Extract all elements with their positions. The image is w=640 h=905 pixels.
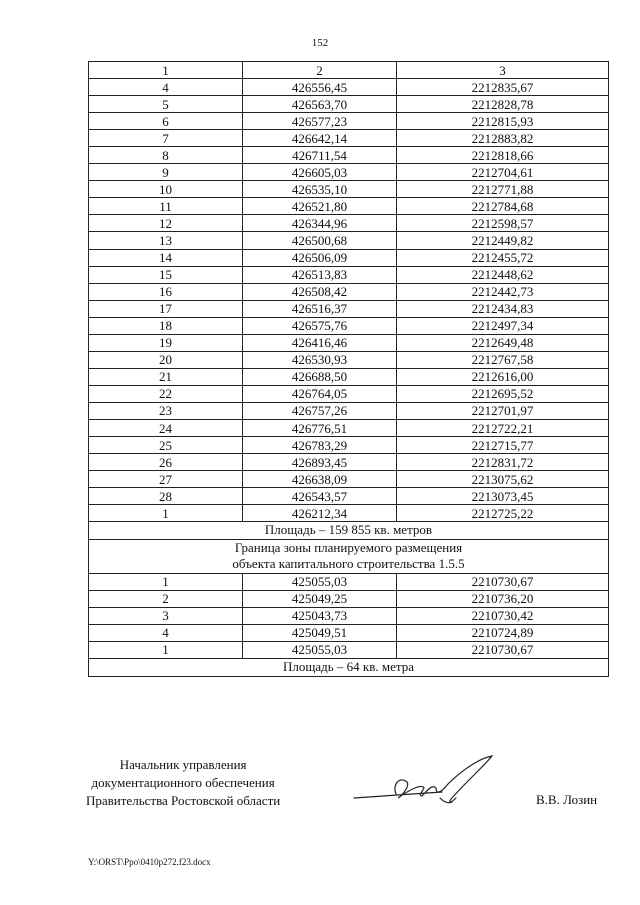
- x-coordinate-cell: 426513,83: [243, 266, 397, 283]
- y-coordinate-cell: 2212442,73: [397, 283, 609, 300]
- x-coordinate-cell: 425055,03: [243, 641, 397, 658]
- x-coordinate-cell: 425043,73: [243, 607, 397, 624]
- y-coordinate-cell: 2212455,72: [397, 249, 609, 266]
- table-row: [89, 402, 609, 419]
- y-coordinate-cell: 2210730,42: [397, 607, 609, 624]
- signer-title-line: документационного обеспечения: [91, 775, 275, 790]
- y-coordinate-cell: 2212883,82: [397, 130, 609, 147]
- y-coordinate-cell: 2212722,21: [397, 419, 609, 436]
- table-row: [89, 266, 609, 283]
- point-number-cell: 19: [89, 334, 243, 351]
- x-coordinate-cell: 426757,26: [243, 402, 397, 419]
- y-coordinate-cell: 2212784,68: [397, 198, 609, 215]
- x-coordinate-cell: 426556,45: [243, 79, 397, 96]
- y-coordinate-cell: 2212704,61: [397, 164, 609, 181]
- y-coordinate-cell: 2212616,00: [397, 368, 609, 385]
- x-coordinate-cell: 426893,45: [243, 454, 397, 471]
- y-coordinate-cell: 2212649,48: [397, 334, 609, 351]
- y-coordinate-cell: 2212497,34: [397, 317, 609, 334]
- table-row: [89, 641, 609, 658]
- point-number-cell: 25: [89, 437, 243, 454]
- table-row: [89, 232, 609, 249]
- y-coordinate-cell: 2212831,72: [397, 454, 609, 471]
- x-coordinate-cell: 425055,03: [243, 573, 397, 590]
- point-number-cell: 9: [89, 164, 243, 181]
- table-row: [89, 573, 609, 590]
- point-number-cell: 13: [89, 232, 243, 249]
- x-coordinate-cell: 426575,76: [243, 317, 397, 334]
- point-number-cell: 14: [89, 249, 243, 266]
- y-coordinate-cell: 2212449,82: [397, 232, 609, 249]
- point-number-cell: 2: [89, 590, 243, 607]
- area-summary: [89, 659, 609, 677]
- point-number-cell: 11: [89, 198, 243, 215]
- y-coordinate-cell: 2210736,20: [397, 590, 609, 607]
- y-coordinate-cell: 2210724,89: [397, 624, 609, 641]
- table-row: [89, 113, 609, 130]
- table-row: [89, 300, 609, 317]
- point-number-cell: 27: [89, 471, 243, 488]
- file-path: Y:\ORST\Ppo\0410p272.f23.docx: [88, 857, 211, 867]
- table-row: [89, 317, 609, 334]
- point-number-cell: 16: [89, 283, 243, 300]
- signer-title-line: Правительства Ростовской области: [86, 793, 281, 808]
- point-number-cell: 5: [89, 96, 243, 113]
- y-coordinate-cell: 2212695,52: [397, 385, 609, 402]
- x-coordinate-cell: 426212,34: [243, 505, 397, 522]
- table-row: [89, 283, 609, 300]
- table-row: [89, 147, 609, 164]
- y-coordinate-cell: 2210730,67: [397, 573, 609, 590]
- zone-heading-row: [89, 539, 609, 573]
- table-row: [89, 385, 609, 402]
- y-coordinate-cell: 2212771,88: [397, 181, 609, 198]
- y-coordinate-cell: 2212815,93: [397, 113, 609, 130]
- point-number-cell: 17: [89, 300, 243, 317]
- table-row: [89, 590, 609, 607]
- header-cell: 2: [243, 62, 397, 79]
- point-number-cell: 1: [89, 573, 243, 590]
- signer-name: В.В. Лозин: [536, 792, 598, 807]
- x-coordinate-cell: 426516,37: [243, 300, 397, 317]
- x-coordinate-cell: 426776,51: [243, 419, 397, 436]
- x-coordinate-cell: 426521,80: [243, 198, 397, 215]
- zone-heading: [89, 539, 609, 573]
- table-row: [89, 454, 609, 471]
- x-coordinate-cell: 426577,23: [243, 113, 397, 130]
- table-row: [89, 130, 609, 147]
- point-number-cell: 15: [89, 266, 243, 283]
- point-number-cell: 22: [89, 385, 243, 402]
- point-number-cell: 4: [89, 79, 243, 96]
- point-number-cell: 10: [89, 181, 243, 198]
- table-row: [89, 419, 609, 436]
- table-row: [89, 488, 609, 505]
- table-row: [89, 607, 609, 624]
- table-row: [89, 334, 609, 351]
- x-coordinate-cell: 426344,96: [243, 215, 397, 232]
- x-coordinate-cell: 426535,10: [243, 181, 397, 198]
- table-row: [89, 96, 609, 113]
- header-cell: 3: [397, 62, 609, 79]
- signer-title-line: Начальник управления: [119, 757, 247, 772]
- table-row: [89, 505, 609, 522]
- area-summary: [89, 522, 609, 540]
- y-coordinate-cell: 2212715,77: [397, 437, 609, 454]
- x-coordinate-cell: 426416,46: [243, 334, 397, 351]
- handwritten-signature: [352, 754, 502, 814]
- table-row: [89, 181, 609, 198]
- y-coordinate-cell: 2213073,45: [397, 488, 609, 505]
- x-coordinate-cell: 426563,70: [243, 96, 397, 113]
- y-coordinate-cell: 2212725,22: [397, 505, 609, 522]
- signer-title: [86, 756, 280, 810]
- x-coordinate-cell: 426605,03: [243, 164, 397, 181]
- point-number-cell: 26: [89, 454, 243, 471]
- point-number-cell: 8: [89, 147, 243, 164]
- table-row: [89, 351, 609, 368]
- point-number-cell: 4: [89, 624, 243, 641]
- x-coordinate-cell: 426508,42: [243, 283, 397, 300]
- x-coordinate-cell: 426711,54: [243, 147, 397, 164]
- point-number-cell: 20: [89, 351, 243, 368]
- x-coordinate-cell: 426543,57: [243, 488, 397, 505]
- y-coordinate-cell: 2212434,83: [397, 300, 609, 317]
- point-number-cell: 12: [89, 215, 243, 232]
- y-coordinate-cell: 2212828,78: [397, 96, 609, 113]
- table-row: [89, 249, 609, 266]
- table-row: [89, 79, 609, 96]
- x-coordinate-cell: 425049,25: [243, 590, 397, 607]
- point-number-cell: 1: [89, 505, 243, 522]
- y-coordinate-cell: 2213075,62: [397, 471, 609, 488]
- area-summary-row: [89, 522, 609, 540]
- x-coordinate-cell: 426642,14: [243, 130, 397, 147]
- area-summary-line: Площадь – 64 кв. метра: [282, 659, 414, 674]
- x-coordinate-cell: 426530,93: [243, 351, 397, 368]
- zone-heading-line: Граница зоны планируемого размещения: [234, 539, 463, 555]
- point-number-cell: 3: [89, 607, 243, 624]
- point-number-cell: 24: [89, 419, 243, 436]
- point-number-cell: 18: [89, 317, 243, 334]
- y-coordinate-cell: 2210730,67: [397, 641, 609, 658]
- x-coordinate-cell: 426783,29: [243, 437, 397, 454]
- x-coordinate-cell: 426688,50: [243, 368, 397, 385]
- point-number-cell: 7: [89, 130, 243, 147]
- x-coordinate-cell: 426500,68: [243, 232, 397, 249]
- table-row: [89, 164, 609, 181]
- point-number-cell: 23: [89, 402, 243, 419]
- x-coordinate-cell: 426764,05: [243, 385, 397, 402]
- x-coordinate-cell: 426506,09: [243, 249, 397, 266]
- y-coordinate-cell: 2212598,57: [397, 215, 609, 232]
- point-number-cell: 21: [89, 368, 243, 385]
- table-row: [89, 437, 609, 454]
- table-row: [89, 198, 609, 215]
- table-header-row: [89, 62, 609, 79]
- area-summary-line: Площадь – 159 855 кв. метров: [264, 522, 433, 538]
- x-coordinate-cell: 425049,51: [243, 624, 397, 641]
- table-row: [89, 368, 609, 385]
- point-number-cell: 6: [89, 113, 243, 130]
- y-coordinate-cell: 2212448,62: [397, 266, 609, 283]
- x-coordinate-cell: 426638,09: [243, 471, 397, 488]
- y-coordinate-cell: 2212835,67: [397, 79, 609, 96]
- table-row: [89, 624, 609, 641]
- y-coordinate-cell: 2212818,66: [397, 147, 609, 164]
- zone-heading-line: объекта капитального строительства 1.5.5: [232, 556, 465, 572]
- header-cell: 1: [89, 62, 243, 79]
- table-row: [89, 471, 609, 488]
- point-number-cell: 1: [89, 641, 243, 658]
- y-coordinate-cell: 2212767,58: [397, 351, 609, 368]
- point-number-cell: 28: [89, 488, 243, 505]
- area-summary-row: [89, 659, 609, 677]
- y-coordinate-cell: 2212701,97: [397, 402, 609, 419]
- coordinates-table: [88, 61, 609, 677]
- page-number: 152: [311, 37, 329, 49]
- table-row: [89, 215, 609, 232]
